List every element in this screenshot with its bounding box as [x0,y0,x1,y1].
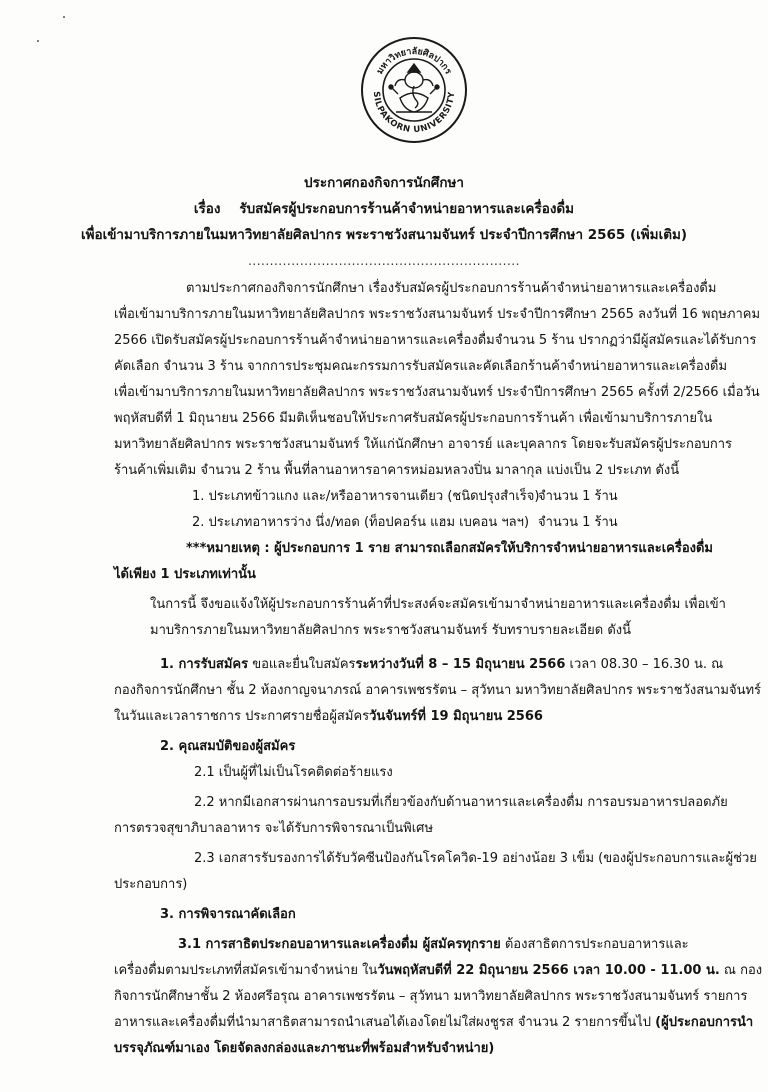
section2-item1: 2.1 เป็นผู้ที่ไม่เป็นโรคติดต่อร้ายแรง [194,765,393,780]
silpakorn-university-seal [360,36,468,144]
intro-line: เพื่อเข้ามาบริการภายในมหาวิทยาลัยศิลปากร พระราชวังสนามจันทร์ ประจำปีการศึกษา 2565 ครั้งที่ 2/2566 เมื่อวัน [114,385,760,400]
announcement-subject-line [0,196,768,222]
section3-line3: กิจการนักศึกษาชั้น 2 ห้องศรีอรุณ อาคารเพชรรัตน – สุวัทนา มหาวิทยาลัยศิลปากร พระราชวังสนามจันทร์ รายการ [114,989,748,1004]
section3-sub-text: ต้องสาธิตการประกอบอาหารและ [500,937,689,952]
intro-paragraph [114,276,761,484]
section3-sub-title: 3.1 การสาธิตประกอบอาหารและเครื่องดื่ม ผู้สมัครทุกราย [178,937,501,952]
section3-line4-text: อาหารและเครื่องดื่มที่นำมาสาธิตสามารถนำเสนอได้เองโดยไม่ใส่ผงชูรส จำนวน 2 รายการขึ้นไป [114,1015,656,1030]
shop-type-label: 1. ประเภทข้าวแกง และ/หรืออาหารจานเดียว (ชนิดปรุงสำเร็จ) [192,489,540,504]
section1-dates: ระหว่างวันที่ 8 – 15 มิถุนายน 2566 [355,657,566,672]
svg-text:มหาวิทยาลัยศิลปากร: มหาวิทยาลัยศิลปากร [375,46,453,77]
section2-item2-line2: การตรวจสุขาภิบาลอาหาร จะได้รับการพิจารณาเป็นพิเศษ [114,821,434,836]
section1-line1 [114,652,724,678]
ganesha-emblem-icon [389,64,439,112]
announcement-header-line3: เพื่อเข้ามาบริการภายในมหาวิทยาลัยศิลปากร พระราชวังสนามจันทร์ ประจำปีการศึกษา 2565 (เพิ่มเติม) [80,227,688,243]
invite-line1: ในการนี้ จึงขอแจ้งให้ผู้ประกอบการร้านค้าที่ประสงค์จะสมัครเข้ามาจำหน่ายอาหารและเครื่องดื่ม เพื่อเข้า [150,597,726,612]
section3-title: 3. การพิจารณาคัดเลือก [160,907,296,922]
section3-line4-bold: (ผู้ประกอบการนำ [655,1015,754,1030]
separator-dots: ............................................................... [248,254,520,268]
document-body [114,276,763,1062]
shop-type-item [114,510,708,536]
intro-line: มหาวิทยาลัยศิลปากร พระราชวังสนามจันทร์ ให้แก่นักศึกษา อาจารย์ และบุคลากร โดยจะรับสมัครผู้ประกอบการ [114,437,733,452]
intro-line: ร้านค้าเพิ่มเติม จำนวน 2 ร้าน พื้นที่ลานอาหารอาคารหม่อมหลวงปิ่น มาลากุล แบ่งเป็น 2 ประเภท ดังนี้ [114,463,680,478]
section2-item3-line2: ประกอบการ) [114,877,188,892]
section3-line4 [114,1010,754,1036]
svg-text:SILPAKORN UNIVERSITY: SILPAKORN UNIVERSITY [370,91,458,136]
intro-line: ตามประกาศกองกิจการนักศึกษา เรื่องรับสมัครผู้ประกอบการร้านค้าจำหน่ายอาหารและเครื่องดื่ม [186,281,717,296]
scan-speck [37,40,39,42]
subject-label: เรื่อง [193,201,221,217]
section3-sub-line1 [114,932,708,958]
scan-speck [63,16,65,18]
section3-line2 [114,958,763,984]
intro-line: พฤหัสบดีที่ 1 มิถุนายน 2566 มีมติเห็นชอบให้ประกาศรับสมัครผู้ประกอบการร้านค้า เพื่อเข้ามาบริการภายใน [114,411,713,426]
section1-time: เวลา 08.30 – 16.30 น. ณ [565,657,724,672]
section3-line2-tail: ณ กอง [719,963,763,978]
announcement-header-line1: ประกาศกองกิจการนักศึกษา [304,175,464,191]
shop-type-label: 2. ประเภทอาหารว่าง นึ่ง/ทอด (ท็อปคอร์น แฮม เบคอน ฯลฯ) [192,515,530,530]
section2-title: 2. คุณสมบัติของผู้สมัคร [160,739,296,754]
note-line2: ได้เพียง 1 ประเภทเท่านั้น [114,567,256,582]
section1-announce-text: ในวันและเวลาราชการ ประกาศรายชื่อผู้สมัคร [114,709,370,724]
section2-item3-line1: 2.3 เอกสารรับรองการได้รับวัคซีนป้องกันโรคโควิด-19 อย่างน้อย 3 เข็ม (ของผู้ประกอบการและผู้ช่วย [194,851,757,866]
section3-line2-text: เครื่องดื่มตามประเภทที่สมัครเข้ามาจำหน่าย ใน [114,963,378,978]
section3-line5: บรรจุภัณฑ์มาเอง โดยจัดลงกล่องและภาชนะที่พร้อมสำหรับจำหน่าย) [114,1041,495,1056]
section1-text: ขอและยื่นใบสมัคร [248,657,356,672]
subject-text: รับสมัครผู้ประกอบการร้านค้าจำหน่ายอาหารและเครื่องดื่ม [239,201,575,217]
section1-line2: กองกิจการนักศึกษา ชั้น 2 ห้องกาญจนาภรณ์ อาคารเพชรรัตน – สุวัทนา มหาวิทยาลัยศิลปากร พระราชวังสนามจันทร์ [114,683,762,698]
shop-type-item [114,484,708,510]
note-line1: ***หมายเหตุ : ผู้ประกอบการ 1 ราย สามารถเลือกสมัครให้บริการจำหน่ายอาหารและเครื่องดื่ม [186,541,713,556]
intro-line: เพื่อเข้ามาบริการภายในมหาวิทยาลัยศิลปากร พระราชวังสนามจันทร์ ประจำปีการศึกษา 2565 ลงวันที่ 16 พฤษภาคม [114,307,761,322]
section1-announce-date: วันจันทร์ที่ 19 มิถุนายน 2566 [369,709,543,724]
section2-item2-line1: 2.2 หากมีเอกสารผ่านการอบรมที่เกี่ยวข้องกับด้านอาหารและเครื่องดื่ม การอบรมอาหารปลอดภัย [194,795,728,810]
section3-demo-date: วันพฤหัสบดีที่ 22 มิถุนายน 2566 เวลา 10.00 - 11.00 น. [377,963,720,978]
invite-line2: มาบริการภายในมหาวิทยาลัยศิลปากร พระราชวังสนามจันทร์ รับทราบรายละเอียด ดังนี้ [150,623,632,638]
section1-title: 1. การรับสมัคร [160,657,249,672]
section1-line3 [114,704,708,730]
shop-type-qty: จำนวน 1 ร้าน [538,515,618,530]
shop-type-qty: จำนวน 1 ร้าน [538,489,618,504]
intro-line: 2566 เปิดรับสมัครผู้ประกอบการร้านค้าจำหน่ายอาหารและเครื่องดื่มจำนวน 5 ร้าน ปรากฏว่ามีผู้สมัครและได้รับการ [114,333,757,348]
intro-line: คัดเลือก จำนวน 3 ร้าน จากการประชุมคณะกรรมการรับสมัครและคัดเลือกร้านค้าจำหน่ายอาหารและเครื่องดื่ม [114,359,728,374]
